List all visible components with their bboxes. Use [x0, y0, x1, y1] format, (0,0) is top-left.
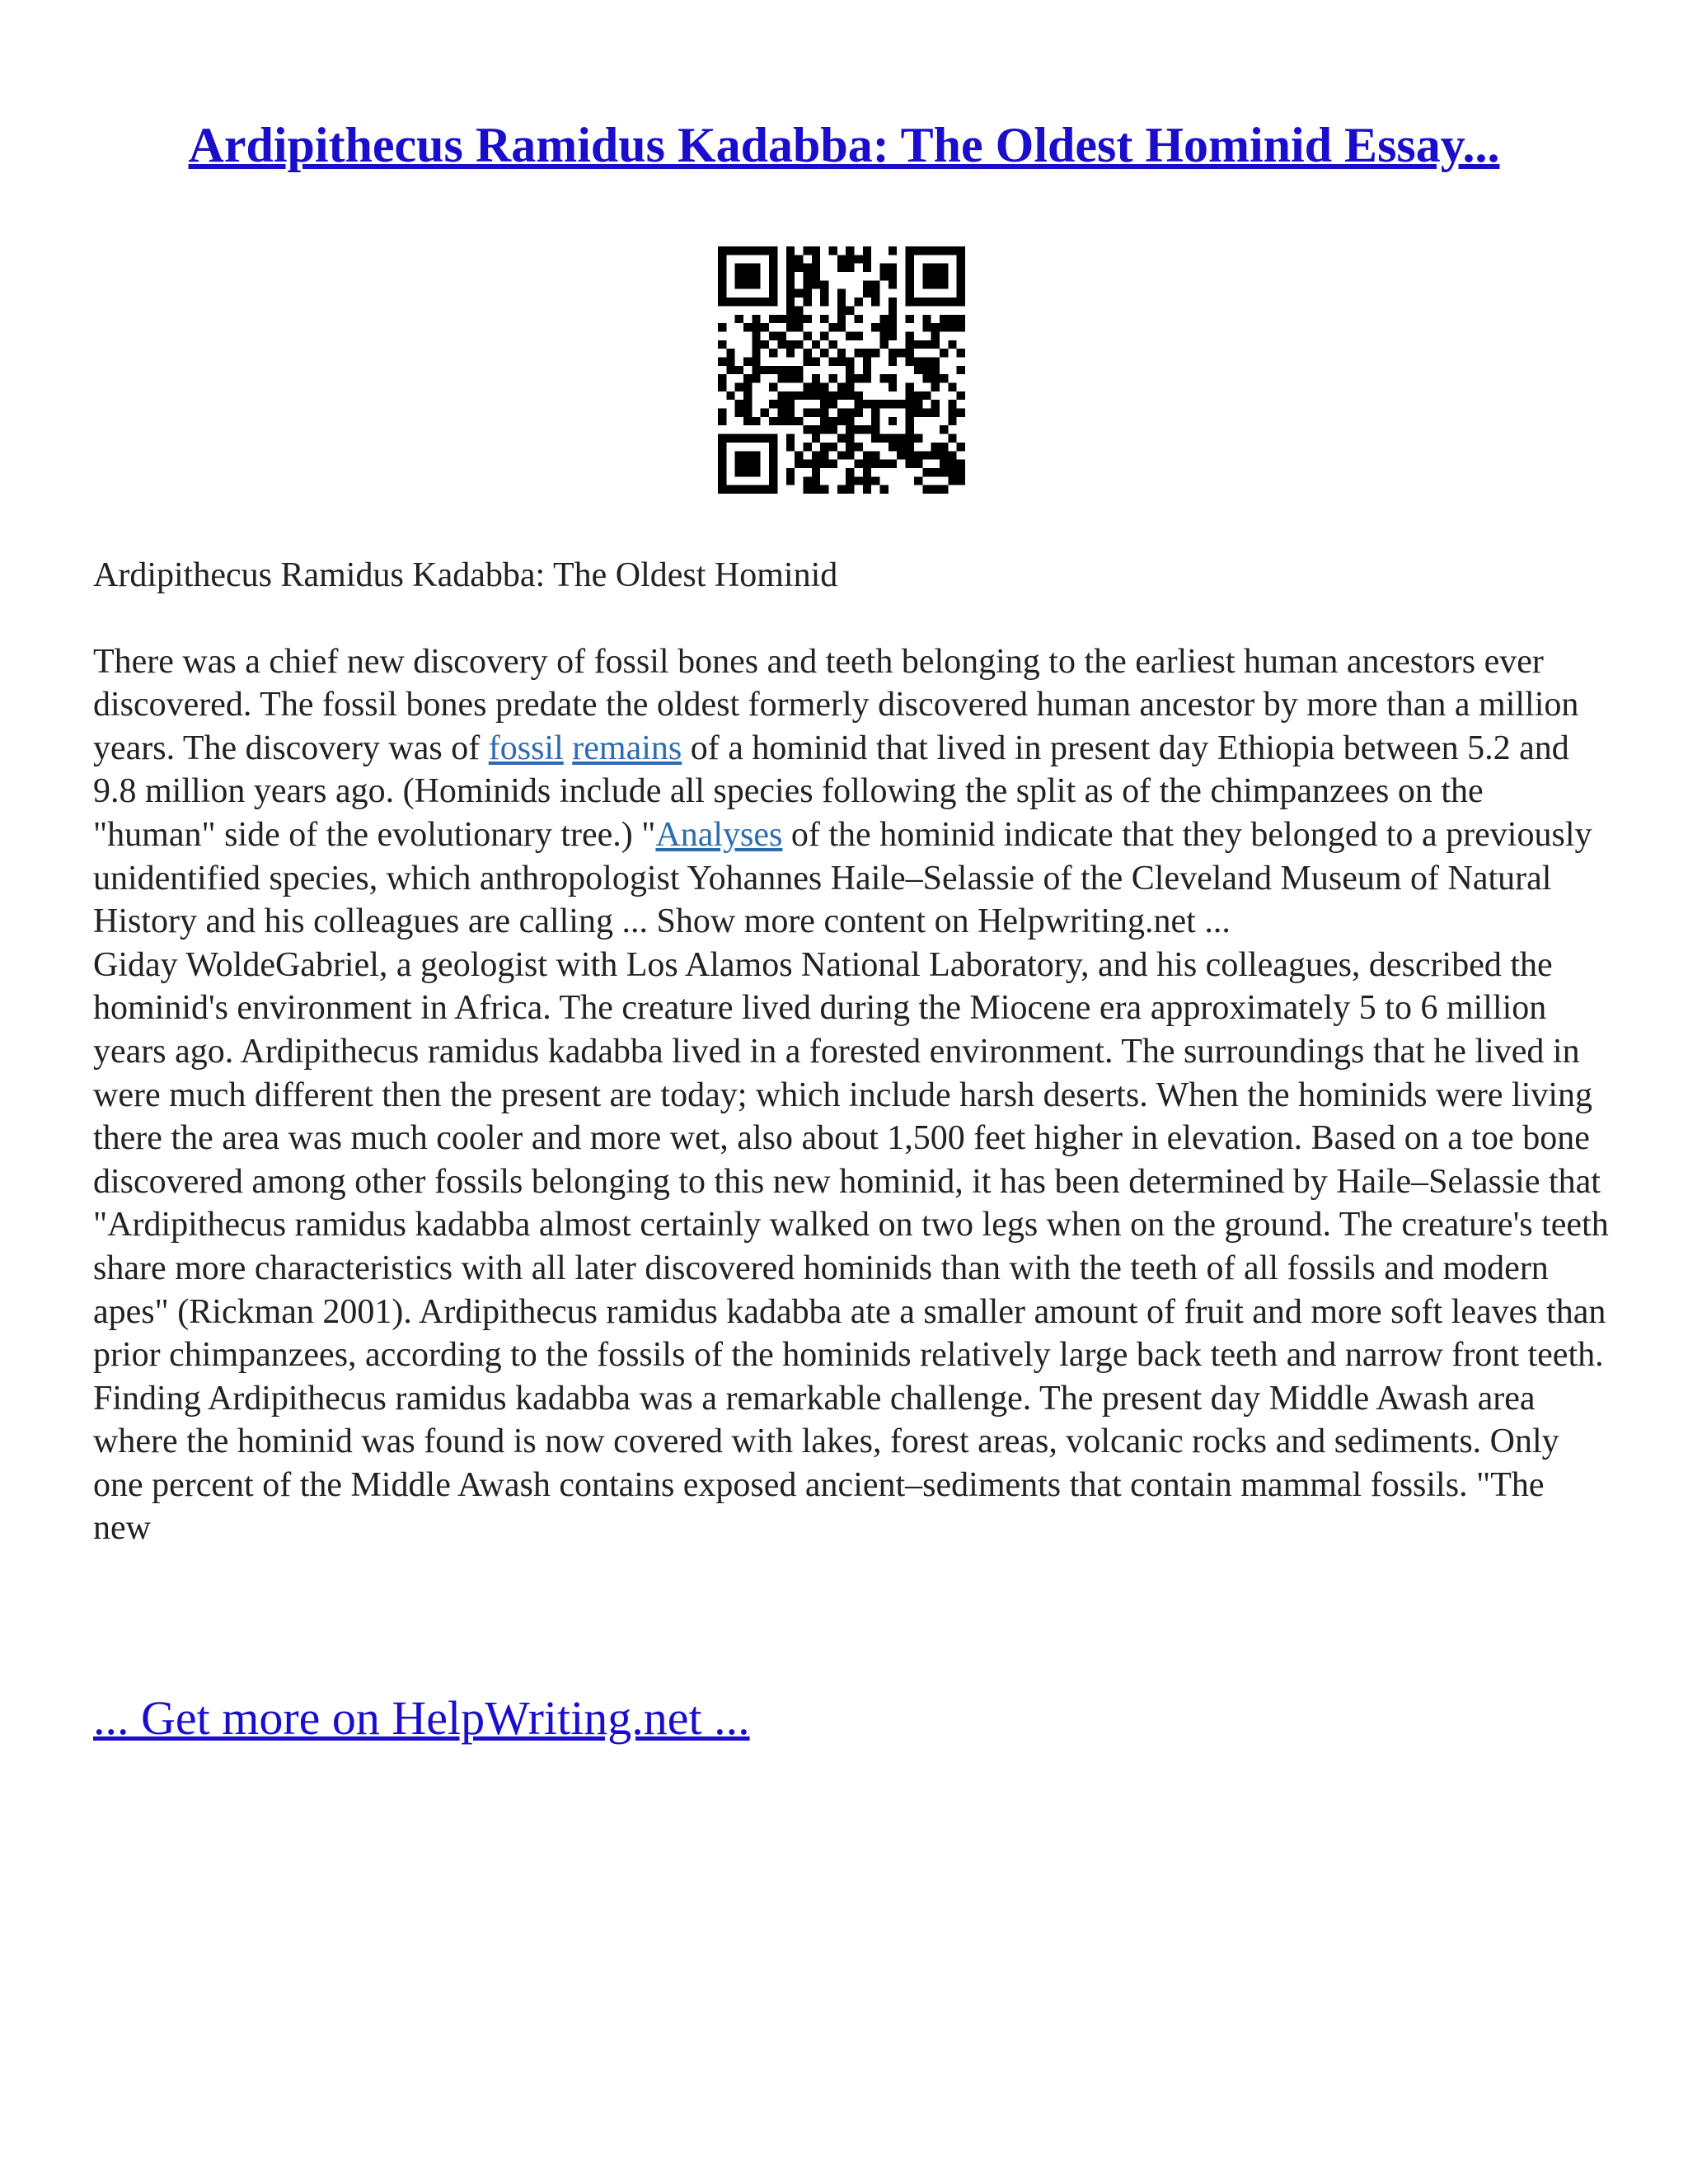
remains-link[interactable]: remains [572, 729, 682, 767]
qr-code-graphic [718, 246, 965, 494]
essay-subheading: Ardipithecus Ramidus Kadabba: The Oldest Hominid [93, 556, 838, 594]
get-more-link[interactable]: ... Get more on HelpWriting.net ... [93, 1691, 750, 1745]
paragraph-1-text-a: There was a chief new discovery of fossil bones and teeth belonging to the earliest human ancestors ever discovered. The fossil bones predate the oldest formerly discovered human ancestor by more than a million years. The discovery was of [93, 642, 1579, 767]
paragraph-1-text-b: of a hominid that lived in present day Ethiopia between 5.2 and 9.8 million years ago. (Hominids include all species following the split as of the chimpanzees on the "human" side of the evolutionary tree.) " [93, 729, 1569, 854]
essay-body [93, 554, 1610, 1550]
essay-paragraph-1 [93, 640, 1610, 944]
essay-paragraph-2: Giday WoldeGabriel, a geologist with Los Alamos National Laboratory, and his colleagues, described the hominid's environment in Africa. The creature lived during the Miocene era approximately 5 to 6 million years ago. Ardipithecus ramidus kadabba lived in a forested environment. The surroundings that he lived in were much different then the present are today; which include harsh deserts. When the hominids were living there the area was much cooler and more wet, also about 1,500 feet higher in elevation. Based on a toe bone discovered among other fossils belonging to this new hominid, it has been determined by Haile–Selassie that "Ardipithecus ramidus kadabba almost certainly walked on two legs when on the ground. The creature's teeth share more characteristics with all later discovered hominids than with the teeth of all fossils and modern apes" (Rickman 2001). Ardipithecus ramidus kadabba ate a smaller amount of fruit and more soft leaves than prior chimpanzees, according to the fossils of the hominids relatively large back teeth and narrow front teeth. Finding Ardipithecus ramidus kadabba was a remarkable challenge. The present day Middle Awash area where the hominid was found is now covered with lakes, forest areas, volcanic rocks and sediments. Only one percent of the Middle Awash contains exposed ancient–sediments that contain mammal fossils. "The new [93, 945, 1609, 1548]
analyses-link[interactable]: Analyses [655, 815, 783, 854]
paragraph-1-text-c: of the hominid indicate that they belonged to a previously unidentified species, which anthropologist Yohannes Haile–Selassie of the Cleveland Museum of Natural History and his colleagues are calling ... Show more content on Helpwriting.net ... [93, 815, 1592, 941]
fossil-link[interactable]: fossil [488, 729, 564, 767]
page-title [0, 115, 1688, 175]
get-more-footer [93, 1690, 750, 1747]
qr-code-icon [718, 246, 965, 494]
title-link[interactable]: Ardipithecus Ramidus Kadabba: The Oldest Hominid Essay... [188, 118, 1500, 172]
